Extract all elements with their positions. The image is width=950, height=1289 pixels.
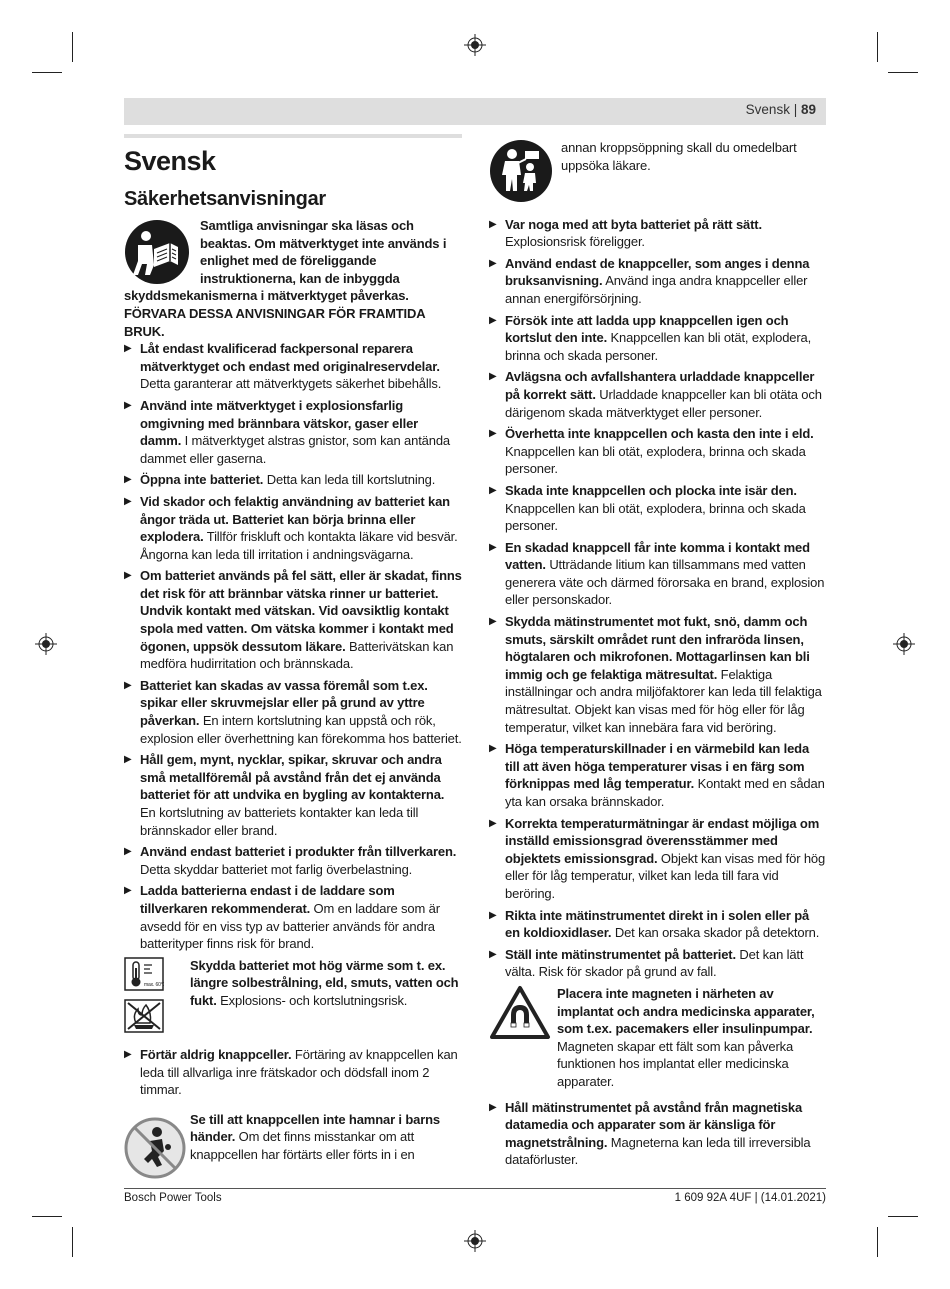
crop-mark [877, 1227, 878, 1257]
registration-mark-icon [35, 633, 57, 655]
warning-bullet-bold: Försök inte att ladda upp knappcellen igen och kortslut den inte. [505, 312, 789, 346]
warning-bullet-bold: Öppna inte batteriet. [140, 472, 264, 488]
crop-mark [32, 1216, 62, 1217]
doctor-child-icon [489, 139, 553, 203]
warning-bullet [489, 255, 827, 308]
header-section: Svensk [745, 102, 790, 117]
warning-bullet-bold: Vid skador och felaktig användning av batteriet kan ångor träda ut. Batteriet kan börja brinna eller explodera. [140, 493, 450, 545]
doctor-icon-wrap [489, 139, 561, 208]
warning-bullet-text: Knappcellen kan bli otät, explodera, brinna och skada personer. [505, 500, 806, 534]
warning-bullet [124, 843, 462, 878]
magnet-warning-block [489, 985, 827, 1091]
warning-bullet-bold: Korrekta temperaturmätningar är endast möjliga om inställd emissionsgrad överensstämmer med objektets emissionsgrad. [505, 815, 820, 866]
child-icons [124, 1111, 190, 1184]
no-children-icon [124, 1117, 186, 1179]
warning-bullet-text: Objekt kan visas med för hög eller för låg temperatur, vilket kan leda till fara vid beröring. [505, 850, 826, 901]
swallow-bullet-text: Förtäring av knappcellen kan leda till allvarliga inre frätskador och dödsfall inom 2 timmar. [140, 1046, 458, 1098]
right-bullet-list [489, 216, 827, 981]
warning-bullet [489, 482, 827, 535]
warning-bullet-text: Det kan orsaka skador på detektorn. [611, 925, 820, 941]
heat-warning-normal: Explosions- och kortslutningsrisk. [216, 992, 408, 1008]
page-title: Svensk [124, 146, 216, 176]
child-warning-normal: Om det finns misstankar om att knappcellen har förtärts eller förts in i en [190, 1129, 415, 1162]
warning-bullet [489, 216, 827, 251]
registration-mark-icon [464, 34, 486, 56]
section-heading: Säkerhetsanvisningar [124, 188, 326, 210]
magnet-warning-icon [489, 985, 551, 1041]
warning-bullet-text: Om en laddare som är avsedd för en viss typ av batterier används för andra batterityper finns risk för brand. [140, 900, 440, 952]
footer-rule [124, 1188, 826, 1189]
footer-doc-id: 1 609 92A 4UF | (14.01.2021) [674, 1192, 826, 1204]
max-temp-label: max. 60°C [144, 981, 164, 988]
warning-bullet [489, 946, 827, 981]
warning-bullet-text: Använd inga andra knappceller eller annan energiförsörjning. [505, 273, 808, 306]
warning-bullet [124, 677, 462, 747]
thermometer-icon [124, 957, 164, 991]
intro-text: Samtliga anvisningar ska läsas och beaktas. Om mätverktyget inte används i enlighet med de föreliggande instruktionerna, kan de inbyggda skyddsmekanismerna i mätverktyget påverkas. FÖRVARA DESSA ANVISNINGAR FÖR FRAMTIDA BRUK. [124, 218, 447, 339]
warning-bullet [124, 397, 462, 467]
child-warning-text [190, 1111, 462, 1164]
heat-icons [124, 957, 190, 1038]
left-column [124, 145, 462, 1191]
warning-bullet-bold: Använd endast batteriet i produkter från tillverkaren. [140, 844, 457, 860]
warning-bullet-bold: Höga temperaturskillnader i en värmebild kan leda till att även höga temperaturer visas i en färg som förknippas med låg temperatur. [505, 741, 810, 792]
warning-bullet-text: Felaktiga inställningar och andra miljöfaktorer kan leda till felaktiga mätresultat. Objekt kan visas med för hög eller för låg temperatur, vilket kan innebära fara vid beröring. [505, 666, 822, 735]
intro-block [124, 217, 462, 340]
crop-mark [32, 72, 62, 73]
warning-bullet-text: Detta kan leda till kortslutning. [263, 472, 436, 488]
magnet-warning-text [557, 985, 827, 1091]
warning-bullet [489, 815, 827, 903]
crop-mark [72, 32, 73, 62]
warning-bullet [124, 340, 462, 393]
warning-bullet [124, 493, 462, 563]
page-number: 89 [800, 102, 816, 117]
left-bullet-list [124, 340, 462, 953]
warning-bullet-text: Detta garanterar att mätverktygets säkerhet bibehålls. [140, 376, 442, 392]
page-header [124, 98, 826, 125]
magnet-warning-bold: Placera inte magneten i närheten av implantat och andra medicinska apparater, som t.ex. pacemakers eller insulinpumpar. [557, 985, 815, 1037]
warning-bullet-text: Explosionsrisk föreligger. [505, 234, 645, 250]
warning-bullet-bold: Skada inte knappcellen och plocka inte isär den. [505, 482, 797, 498]
child-warning-continued-text: annan kroppsöppning skall du omedelbart uppsöka läkare. [561, 140, 797, 173]
warning-bullet-bold: Rikta inte mätinstrumentet direkt in i solen eller på en koldioxidlaser. [505, 907, 810, 941]
heat-warning-block [124, 957, 462, 1038]
right-column [489, 139, 827, 1173]
warning-bullet-bold: Använd inte mätverktyget i explosionsfarlig omgivning med brännbara vätskor, gaser eller damm. [140, 397, 419, 449]
column-rule [124, 134, 462, 138]
crop-mark [888, 1216, 918, 1217]
magnetic-media-text: Magneterna kan leda till irreversibla dataförluster. [505, 1134, 811, 1168]
warning-bullet [489, 312, 827, 365]
warning-bullet [124, 882, 462, 952]
swallow-bullet-bold: Förtär aldrig knappceller. [140, 1046, 292, 1062]
swallow-bullet [124, 1046, 462, 1099]
warning-bullet-bold: Var noga med att byta batteriet på rätt sätt. [505, 216, 762, 232]
warning-bullet-bold: Håll gem, mynt, nycklar, spikar, skruvar och andra små metallföremål på avstånd från det ej använda batteriet för att undvika en bygling av kontakterna. [140, 752, 445, 803]
warning-bullet-text: Detta skyddar batteriet mot farlig överbelastning. [140, 861, 413, 877]
heat-warning-text [190, 957, 462, 1010]
warning-bullet [124, 751, 462, 839]
warning-bullet-bold: Ställ inte mätinstrumentet på batteriet. [505, 946, 736, 962]
warning-bullet-text: Kontakt med en sådan yta kan orsaka brännskador. [505, 776, 825, 809]
child-warning-continued [489, 139, 827, 208]
no-fire-water-icon [124, 999, 164, 1033]
warning-bullet-text: Urladdade knappceller kan bli otäta och därigenom skada mätverktyget eller personer. [505, 386, 822, 420]
warning-bullet-text: Knappcellen kan bli otät, explodera, brinna och skada personer. [505, 443, 806, 477]
warning-bullet [489, 368, 827, 421]
magnet-icon-wrap [489, 985, 557, 1046]
child-warning-block [124, 1111, 462, 1184]
heat-warning-bold: Skydda batteriet mot hög värme som t. ex. längre solbestrålning, eld, smuts, vatten och fukt. [190, 957, 459, 1008]
warning-bullet-bold: Låt endast kvalificerad fackpersonal reparera mätverktyget och endast med originalreservdelar. [140, 341, 440, 374]
crop-mark [888, 72, 918, 73]
warning-bullet-bold: Överhetta inte knappcellen och kasta den inte i eld. [505, 426, 814, 442]
warning-bullet [489, 425, 827, 478]
crop-mark [877, 32, 878, 62]
warning-bullet-text: En kortslutning av batteriets kontakter kan leda till brännskador eller brand. [140, 805, 419, 838]
read-manual-icon [124, 219, 190, 285]
warning-bullet [489, 740, 827, 810]
header-label: Svensk | 89 [745, 102, 816, 117]
warning-bullet [124, 471, 462, 489]
registration-mark-icon [893, 633, 915, 655]
warning-bullet-text: Utträdande litium kan tillsammans med vatten generera väte och därmed förorsaka en brand, explosion eller personskador. [505, 557, 825, 608]
warning-bullet-text: Knappcellen kan bli otät, explodera, brinna och skada personer. [505, 330, 812, 363]
warning-bullet [124, 567, 462, 673]
child-warning-bold: Se till att knappcellen inte hamnar i barns händer. [190, 1111, 441, 1145]
warning-bullet-bold: Skydda mätinstrumentet mot fukt, snö, damm och smuts, särskilt området runt den infraröda linsen, högtalaren och mikrofonen. Mottagarlinsen kan bli immig och ge felaktiga mätresultat. [505, 614, 810, 682]
warning-bullet-text: Batterivätskan kan medföra hudirritation och brännskada. [140, 638, 454, 672]
magnet-warning-normal: Magneten skapar ett fält som kan påverka funktionen hos implantat eller medicinska apparater. [557, 1038, 794, 1089]
magnetic-media-bullet [489, 1099, 827, 1169]
footer-brand: Bosch Power Tools [124, 1192, 222, 1204]
warning-bullet-bold: Om batteriet används på fel sätt, eller är skadat, finns det risk för att brännbar vätska rinner ur batteriet. Undvik kontakt med vätskan. Vid oavsiktlig kontakt spola med vatten. Om vätska kommer i kontakt med ögonen, uppsök dessutom läkare. [140, 568, 462, 654]
warning-bullet-bold: Avlägsna och avfallshantera urladdade knappceller på korrekt sätt. [505, 369, 815, 402]
registration-mark-icon [464, 1230, 486, 1252]
warning-bullet-text: Tillför friskluft och kontakta läkare vid besvär. Ångorna kan leda till irritation i andningsvägarna. [140, 529, 458, 562]
warning-bullet-bold: Använd endast de knappceller, som anges i denna bruksanvisning. [505, 255, 810, 289]
warning-bullet-bold: Ladda batterierna endast i de laddare som tillverkaren rekommenderat. [140, 883, 395, 916]
magnetic-media-bold: Håll mätinstrumentet på avstånd från magnetiska datamedia och apparater som är känsliga för magnetstrålning. [505, 1099, 803, 1150]
warning-bullet-text: En intern kortslutning kan uppstå och rök, explosion eller överhettning kan förekomma hos batteriet. [140, 713, 462, 746]
crop-mark [72, 1227, 73, 1257]
warning-bullet [489, 539, 827, 609]
warning-bullet [489, 907, 827, 942]
warning-bullet-bold: Batteriet kan skadas av vassa föremål som t.ex. spikar eller skruvmejslar eller på grund av yttre påverkan. [140, 677, 428, 729]
warning-bullet [489, 613, 827, 736]
warning-bullet-text: Det kan lätt välta. Risk för skador på grund av fall. [505, 946, 804, 980]
warning-bullet-text: I mätverktyget alstras gnistor, som kan antända dammet eller gaserna. [140, 433, 450, 466]
warning-bullet-bold: En skadad knappcell får inte komma i kontakt med vatten. [505, 539, 810, 573]
